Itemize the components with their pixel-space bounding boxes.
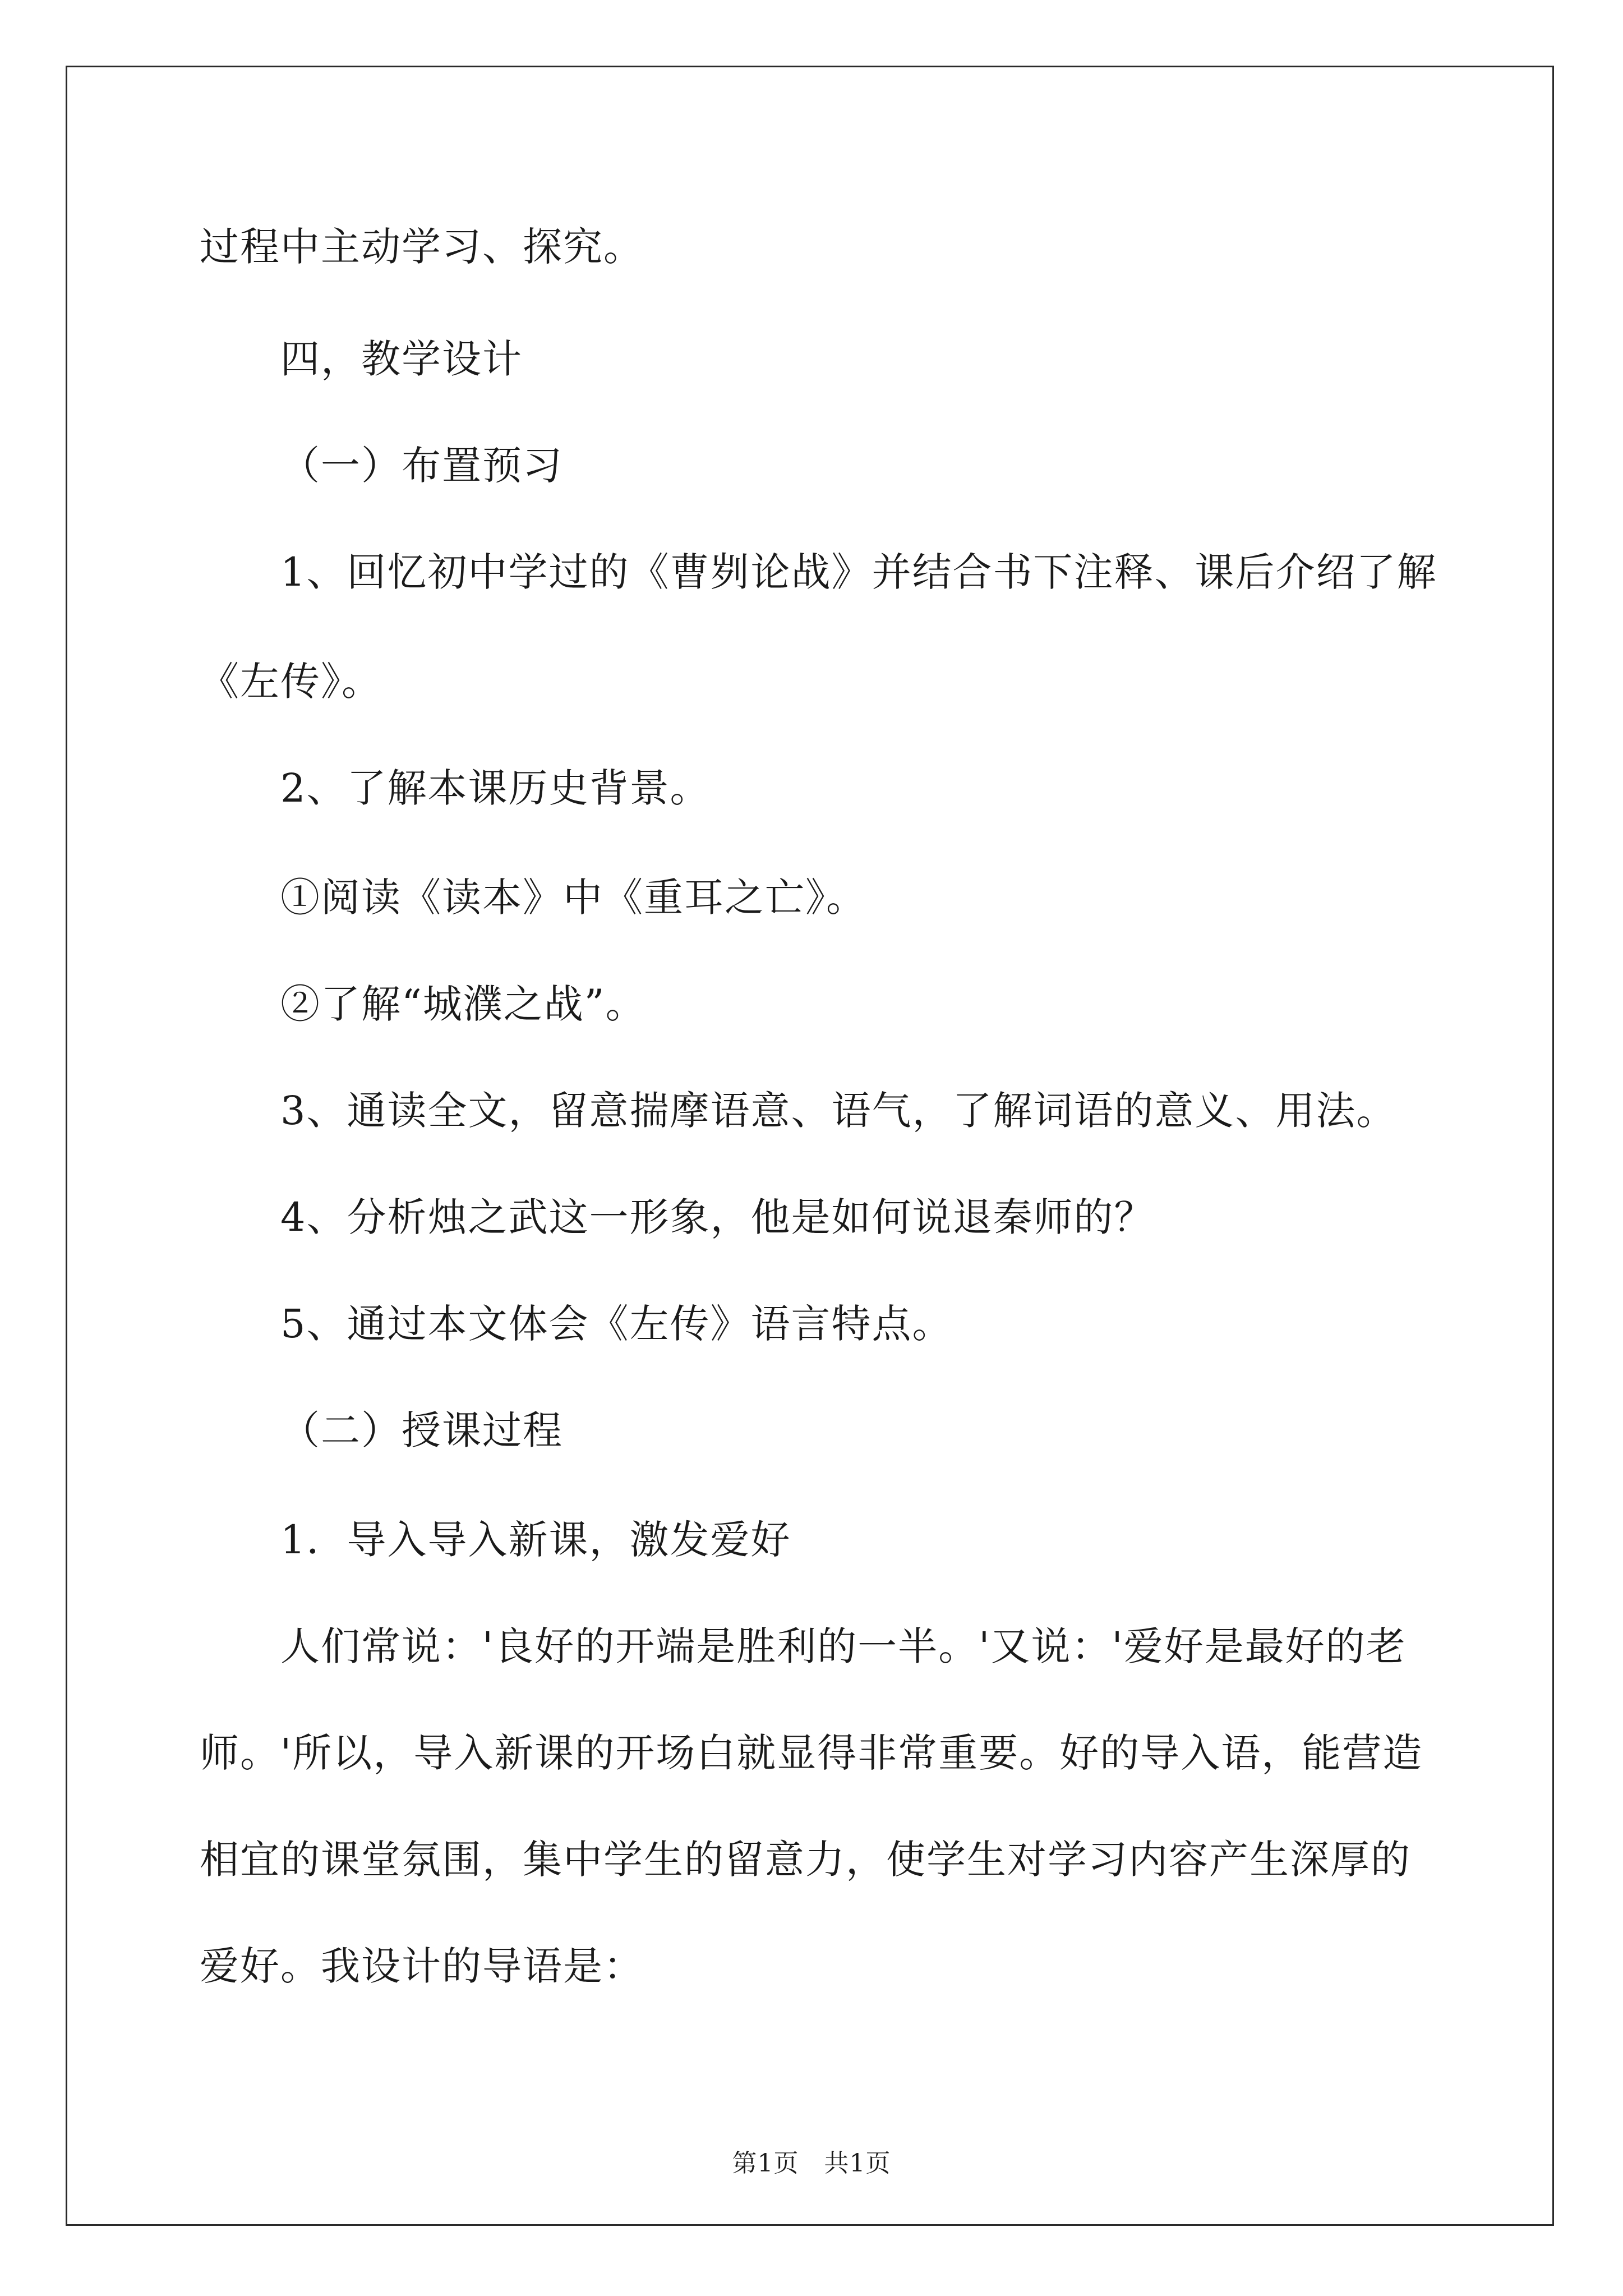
text-line-11: 5、通过本文体会《左传》语言特点。	[280, 1301, 953, 1347]
page-number-footer: 第1页 共1页	[732, 2149, 891, 2178]
text-line-14: 人们常说：'良好的开端是胜利的一半。'又说：'爱好是最好的老	[280, 1623, 1407, 1669]
text-line-1: 过程中主动学习、探究。	[200, 224, 644, 270]
text-line-4: 1、回忆初中学过的《曹刿论战》并结合书下注释、课后介绍了解	[280, 549, 1437, 595]
text-line-10: 4、分析烛之武这一形象，他是如何说退秦师的？	[280, 1194, 1155, 1240]
text-line-6: 2、了解本课历史背景。	[280, 765, 711, 811]
text-line-16: 相宜的课堂氛围，集中学生的留意力，使学生对学习内容产生深厚的	[200, 1837, 1411, 1883]
subsection-heading-lecture: （二）授课过程	[280, 1407, 563, 1453]
text-line-7: ①阅读《读本》中《重耳之亡》。	[280, 875, 866, 921]
text-line-15: 师。'所以，导入新课的开场白就显得非常重要。好的导入语，能营造	[200, 1730, 1423, 1776]
section-heading-teaching-design: 四，教学设计	[280, 336, 523, 382]
text-line-5: 《左传》。	[200, 659, 382, 705]
text-line-17: 爱好。我设计的导语是：	[200, 1943, 644, 1989]
page-border	[66, 66, 1554, 2226]
text-line-8: ②了解“城濮之战”。	[280, 981, 646, 1027]
subsection-heading-preview: （一）布置预习	[280, 443, 563, 489]
text-line-9: 3、通读全文，留意揣摩语意、语气，了解词语的意义、用法。	[280, 1088, 1397, 1134]
text-line-13: 1．导入导入新课，激发爱好	[280, 1517, 791, 1563]
